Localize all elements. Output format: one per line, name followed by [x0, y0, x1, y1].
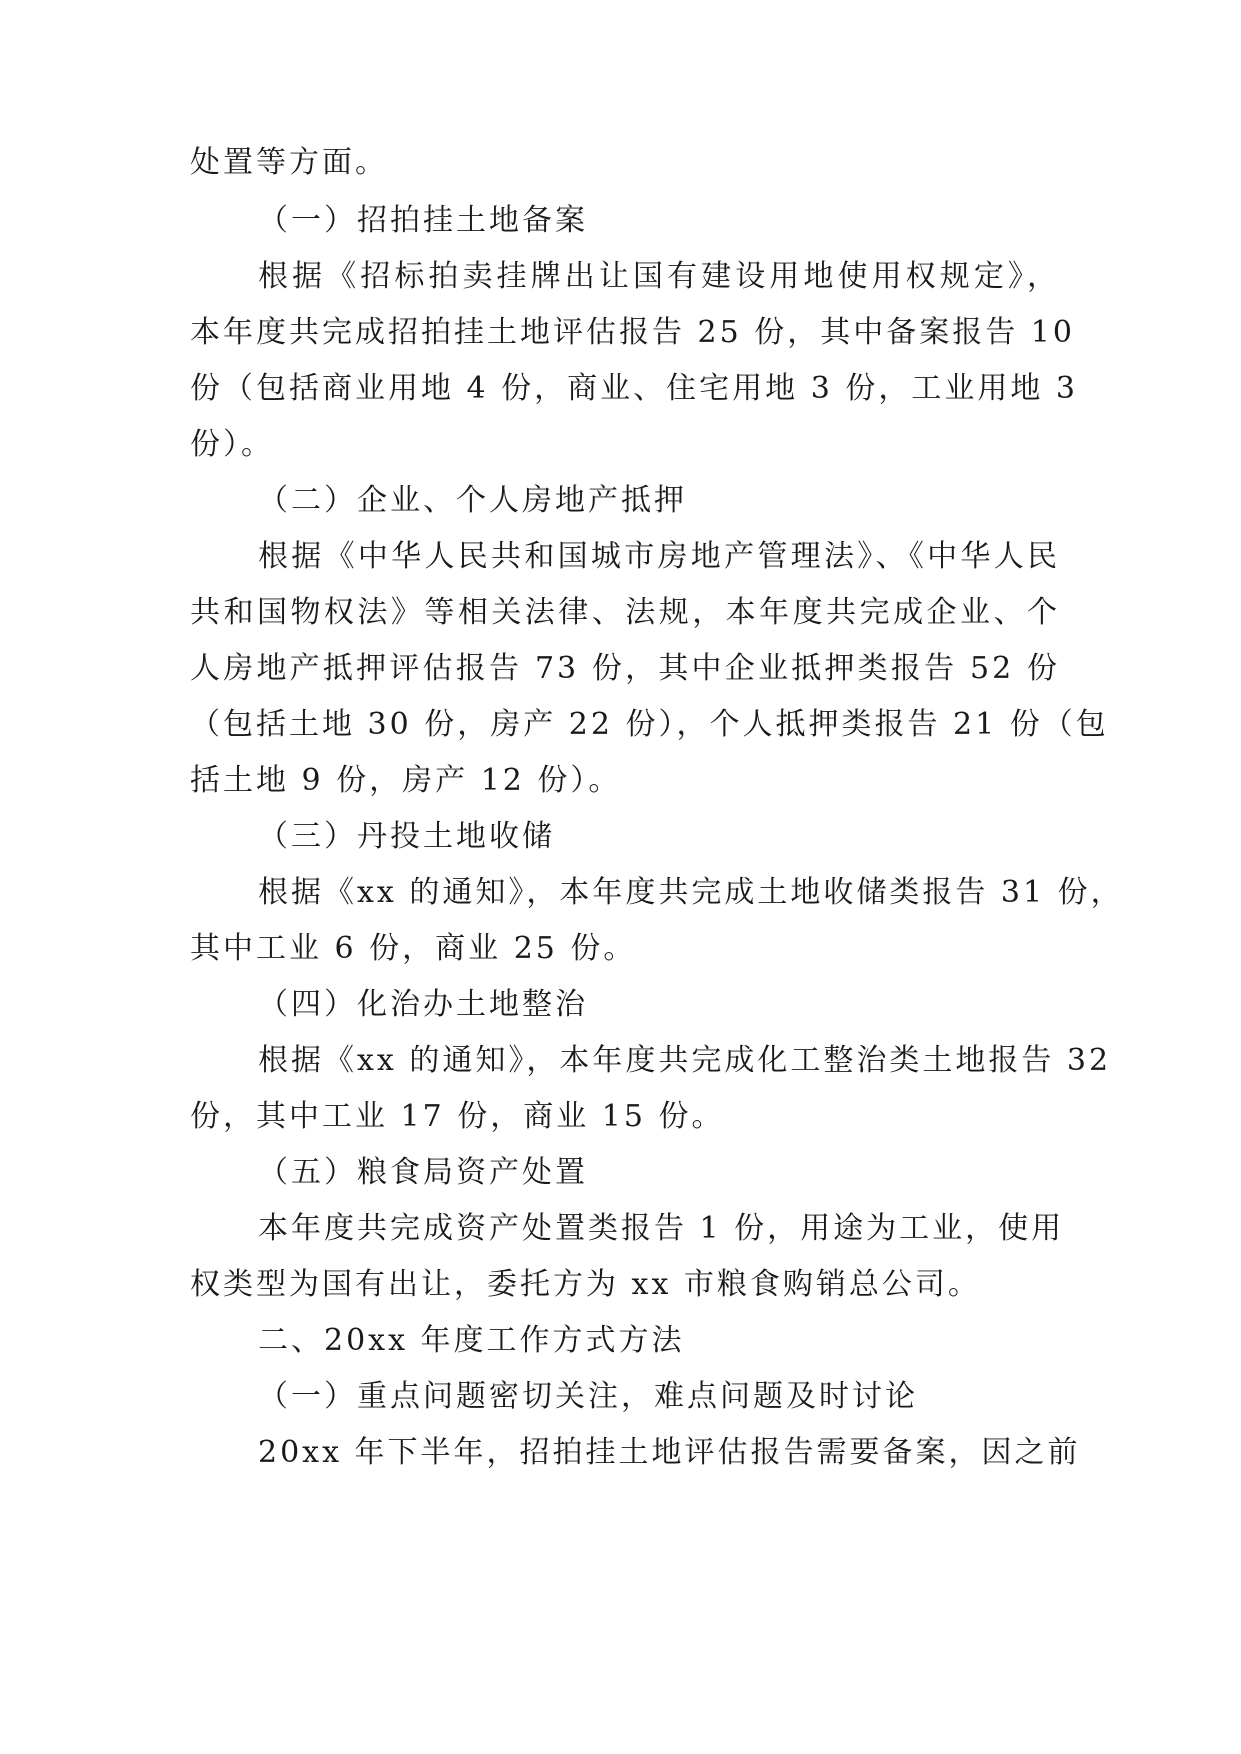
chapter-heading: 二、20xx 年度工作方式方法	[258, 1323, 685, 1358]
text-line: 20xx 年下半年，招拍挂土地评估报告需要备案，因之前	[258, 1435, 1081, 1470]
text-line: 处置等方面。	[190, 145, 388, 180]
text-line: 份，其中工业 17 份，商业 15 份。	[190, 1099, 725, 1134]
section-heading: （一）招拍挂土地备案	[258, 203, 588, 238]
text-line: 根据《中华人民共和国城市房地产管理法》、《中华人民	[258, 539, 1060, 574]
section-heading: （三）丹投土地收储	[258, 819, 555, 854]
text-line: 括土地 9 份，房产 12 份）。	[190, 763, 622, 798]
text-line: （包括土地 30 份，房产 22 份），个人抵押类报告 21 份（包	[190, 707, 1109, 742]
section-heading: （五）粮食局资产处置	[258, 1155, 588, 1190]
text-line: 根据《招标拍卖挂牌出让国有建设用地使用权规定》，	[258, 259, 1060, 294]
text-line: 其中工业 6 份，商业 25 份。	[190, 931, 637, 966]
text-line: 根据《xx 的通知》，本年度共完成化工整治类土地报告 32	[258, 1043, 1112, 1078]
text-line: 权类型为国有出让，委托方为 xx 市粮食购销总公司。	[190, 1267, 981, 1302]
section-heading: （四）化治办土地整治	[258, 987, 588, 1022]
text-line: 根据《xx 的通知》，本年度共完成土地收储类报告 31 份，	[258, 875, 1124, 910]
text-line: 本年度共完成招拍挂土地评估报告 25 份，其中备案报告 10	[190, 315, 1075, 350]
section-heading: （一）重点问题密切关注，难点问题及时讨论	[258, 1379, 918, 1414]
text-line: 份）。	[190, 427, 274, 462]
text-line: 本年度共完成资产处置类报告 1 份，用途为工业，使用	[258, 1211, 1065, 1246]
text-line: 份（包括商业用地 4 份，商业、住宅用地 3 份，工业用地 3	[190, 371, 1078, 406]
text-line: 人房地产抵押评估报告 73 份，其中企业抵押类报告 52 份	[190, 651, 1060, 686]
section-heading: （二）企业、个人房地产抵押	[258, 483, 687, 518]
text-line: 共和国物权法》等相关法律、法规，本年度共完成企业、个	[190, 595, 1060, 630]
